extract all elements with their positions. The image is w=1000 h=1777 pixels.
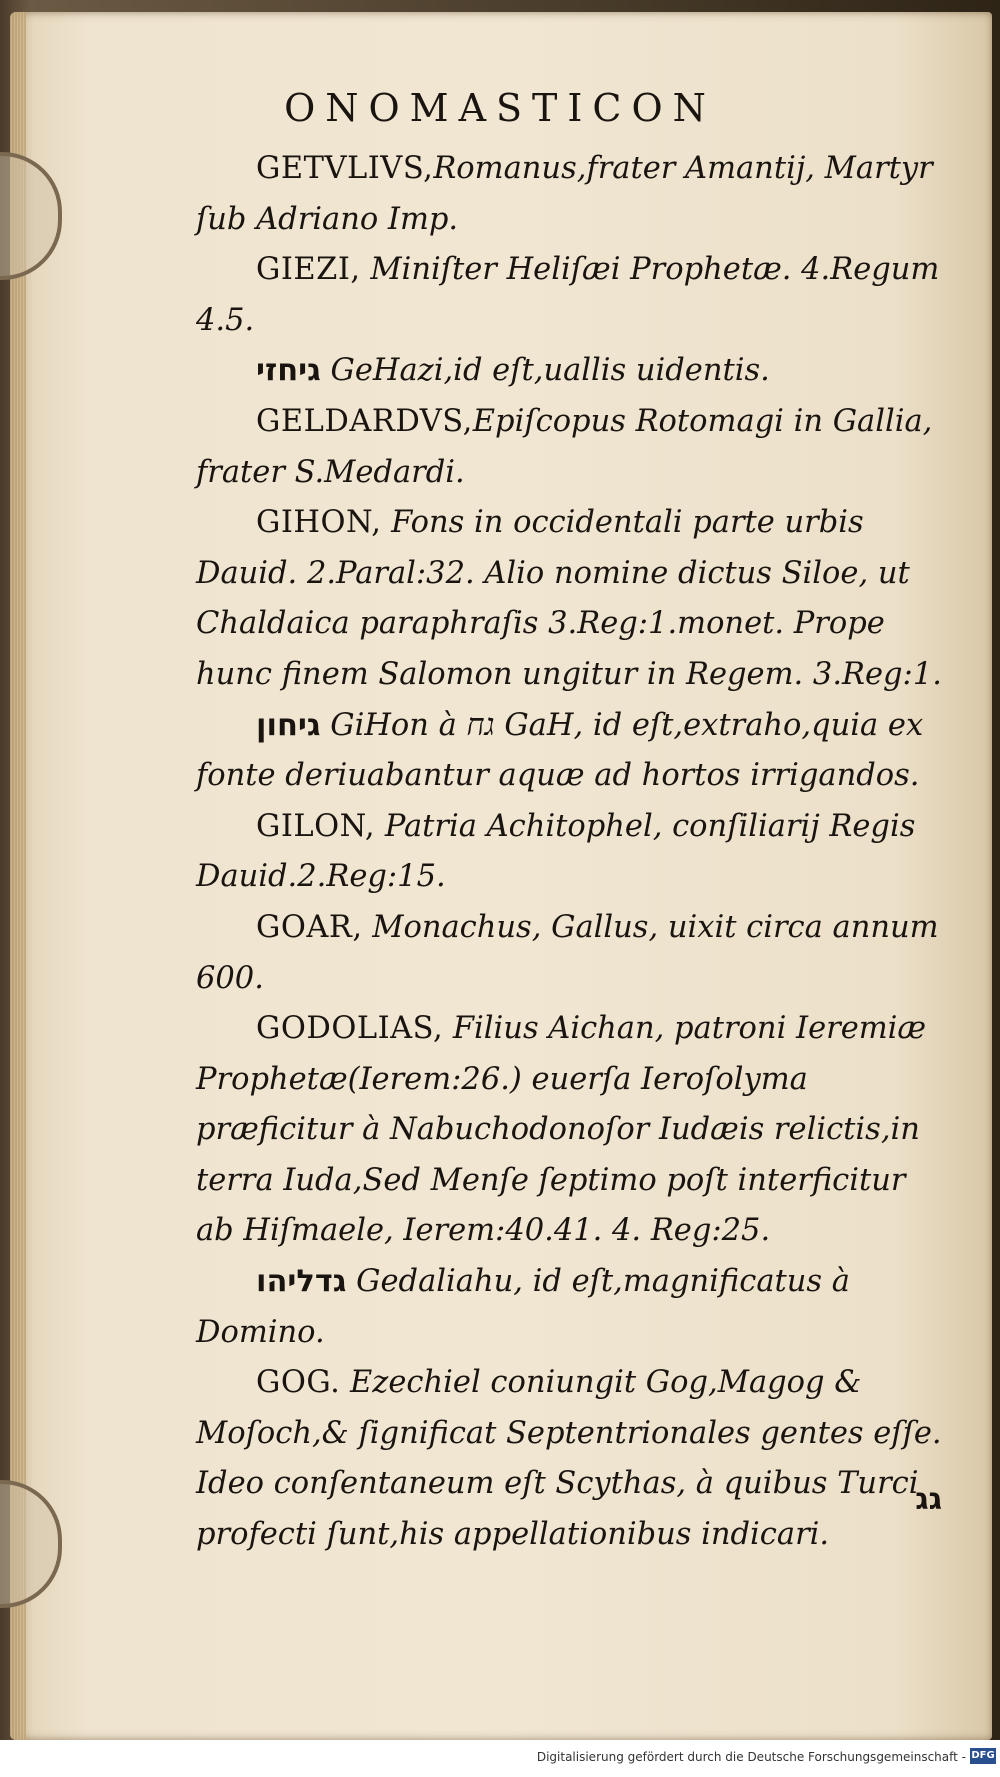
- entry: [196, 802, 946, 903]
- entry-hebrew-head: גיחזי: [256, 353, 321, 389]
- footer-credit: Digitalisierung gefördert durch die Deutsche Forschungsgemeinschaft -: [536, 1750, 966, 1764]
- entry-text: Ezechiel coniungit Gog,Magog & Moſoch,& ſignificat Septentrionales gentes eſſe. Ideo conſentaneum eſt Scythas, à quibus Turci profecti ſunt,his appellationibus indicari.: [196, 1365, 942, 1553]
- entry-text: Patria Achitophel, conſiliarij Regis Dauid.2.Reg:15.: [196, 808, 916, 895]
- entry-head: GODOLIAS,: [256, 1011, 444, 1047]
- entry-head: GIEZI,: [256, 252, 361, 288]
- entry-text: Romanus,frater Amantij, Martyr ſub Adriano Imp.: [196, 151, 933, 237]
- entry: [196, 1257, 946, 1358]
- entry-head: GELDARDVS,: [256, 403, 473, 439]
- entry-head: GOAR,: [256, 909, 363, 945]
- entry: [196, 498, 946, 700]
- entry: [196, 701, 946, 802]
- entry-text: Miniſter Heliſæi Prophetæ. 4.Regum 4.5.: [196, 252, 940, 338]
- entry: [196, 144, 946, 245]
- entry-head: GOG.: [256, 1365, 341, 1401]
- entry-text: Epiſcopus Rotomagi in Gallia, frater S.Medardi.: [196, 403, 933, 490]
- entry-hebrew-head: גדליהו: [256, 1264, 347, 1300]
- entry: [196, 346, 946, 397]
- page-text-block: [196, 144, 946, 1561]
- entry-hebrew-head: גיחון: [256, 707, 321, 743]
- signature-mark: גג: [915, 1482, 942, 1517]
- entry: [196, 397, 946, 498]
- footer-bar: [0, 1740, 1000, 1777]
- entry: [196, 245, 946, 346]
- entry-text: Filius Aichan, patroni Ieremiæ Prophetæ(Ierem:26.) euerſa Ieroſolyma præficitur à Nabuchodonoſor Iudæis relictis,in terra Iuda,Sed Menſe ſeptimo poſt interficitur ab Hiſmaele, Ierem:40.41. 4. Reg:25.: [196, 1011, 927, 1249]
- entry: [196, 1358, 946, 1560]
- entry-text: Gedaliahu, id eſt,magnificatus à Domino.: [196, 1264, 850, 1350]
- entry-head: GIHON,: [256, 505, 382, 541]
- entry: [196, 903, 946, 1004]
- entry-head: GILON,: [256, 808, 376, 844]
- running-head: ONOMASTICON: [284, 86, 716, 130]
- entry-text: GeHazi,id eſt,uallis uidentis.: [330, 353, 770, 389]
- entry-text: Fons in occidentali parte urbis Dauid. 2.Paral:32. Alio nomine dictus Siloe, ut Chaldaica paraphraſis 3.Reg:1.monet. Prope hunc finem Salomon ungitur in Regem. 3.Reg:1.: [196, 505, 942, 692]
- entry: [196, 1004, 946, 1257]
- entry-head: GETVLIVS,: [256, 151, 434, 186]
- entry-text: GiHon à גח GaH, id eſt,extraho,quia ex fonte deriuabantur aquæ ad hortos irrigandos.: [196, 707, 924, 794]
- dfg-logo-icon: DFG: [970, 1748, 996, 1764]
- entry-text: Monachus, Gallus, uixit circa annum 600.: [196, 909, 939, 996]
